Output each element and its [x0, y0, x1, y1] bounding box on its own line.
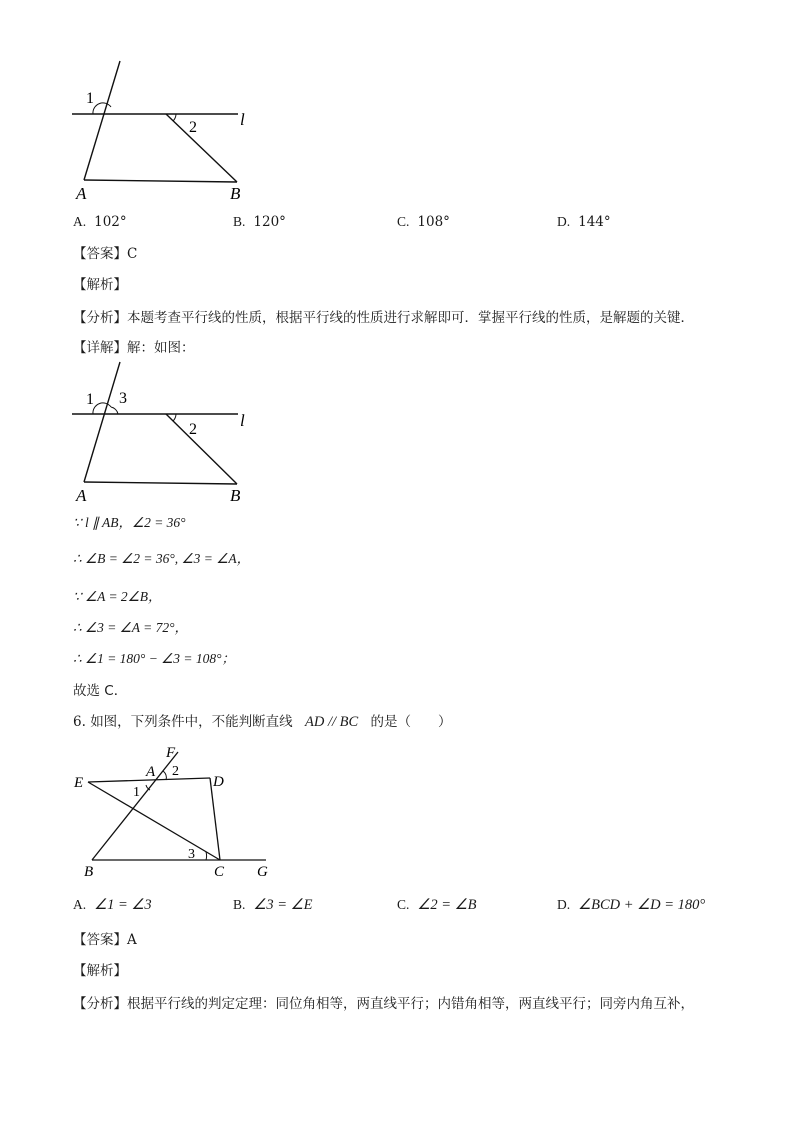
- transversal-line: [84, 362, 120, 482]
- label-3: 3: [188, 847, 195, 862]
- q5-conclusion: 故选 C．: [73, 683, 128, 699]
- line-bf: [92, 752, 178, 860]
- label-1: 1: [86, 391, 94, 408]
- q5-option-d: D. 144°: [557, 214, 611, 230]
- angle-2-arc: [173, 114, 176, 121]
- label-b: B: [84, 864, 94, 880]
- label-b: B: [230, 184, 241, 203]
- q5-option-a: A. 102°: [73, 214, 127, 230]
- label-c: C: [214, 864, 225, 880]
- segment-ec: [88, 782, 220, 860]
- label-1: 1: [133, 785, 140, 800]
- q5-answer: 【答案】C: [73, 246, 138, 262]
- angle-1-arc: [93, 403, 111, 414]
- q5-analysis: 【分析】本题考查平行线的性质，根据平行线的性质进行求解即可．掌握平行线的性质，是解题的关键．: [73, 310, 694, 326]
- angle-2-arc: [163, 771, 166, 780]
- q6-option-a: A. ∠1 = ∠3: [73, 897, 152, 913]
- q6-answer: 【答案】A: [73, 932, 137, 948]
- q5-figure-1: [60, 55, 260, 205]
- q6-option-d: D. ∠BCD + ∠D = 180°: [557, 897, 706, 913]
- q5-step-5: ∴ ∠1 = 180° − ∠3 = 108°；: [73, 651, 236, 666]
- label-l: l: [240, 411, 245, 430]
- q6-option-c: C. ∠2 = ∠B: [397, 897, 477, 913]
- q5-step-4: ∴ ∠3 = ∠A = 72°，: [73, 620, 189, 635]
- label-a: A: [146, 764, 156, 780]
- label-l: l: [240, 110, 245, 129]
- label-2: 2: [189, 119, 197, 136]
- q5-option-c: C. 108°: [397, 214, 450, 230]
- label-2: 2: [172, 764, 179, 779]
- q5-jiexi: 【解析】: [73, 277, 127, 293]
- angle-1-arc: [93, 103, 111, 114]
- label-f: F: [166, 745, 176, 761]
- label-b: B: [230, 486, 241, 505]
- segment-ab: [84, 180, 237, 182]
- q6-stem: 6. 如图，下列条件中，不能判断直线 AD // BC 的是（ ）: [73, 714, 452, 730]
- segment-b-to-l: [166, 414, 237, 484]
- q5-step-1: ∵ l ∥ AB，∠2 = 36°: [73, 515, 186, 530]
- label-d: D: [213, 774, 224, 790]
- label-a: A: [76, 184, 87, 203]
- segment-ab: [84, 482, 237, 484]
- q6-option-b: B. ∠3 = ∠E: [233, 897, 313, 913]
- label-e: E: [74, 775, 84, 791]
- transversal-line: [84, 61, 120, 180]
- label-g: G: [257, 864, 268, 880]
- q5-option-b: B. 120°: [233, 214, 286, 230]
- q5-detail: 【详解】解：如图：: [73, 340, 195, 356]
- segment-dc: [210, 778, 220, 860]
- angle-3-arc: [206, 852, 207, 860]
- q5-figure-2: [60, 357, 260, 507]
- angle-2-arc: [173, 414, 176, 421]
- label-1: 1: [86, 90, 94, 107]
- label-3: 3: [119, 390, 127, 407]
- label-2: 2: [189, 421, 197, 438]
- q5-step-3: ∵ ∠A = 2∠B，: [73, 589, 162, 604]
- label-a: A: [76, 486, 87, 505]
- q6-figure: [70, 740, 280, 880]
- angle-3-arc: [111, 407, 118, 414]
- q5-step-2: ∴ ∠B = ∠2 = 36°, ∠3 = ∠A，: [73, 551, 251, 566]
- segment-b-to-l: [166, 114, 237, 182]
- q6-analysis: 【分析】根据平行线的判定定理：同位角相等，两直线平行；内错角相等，两直线平行；同旁内角互补，: [73, 996, 694, 1012]
- q6-jiexi: 【解析】: [73, 963, 127, 979]
